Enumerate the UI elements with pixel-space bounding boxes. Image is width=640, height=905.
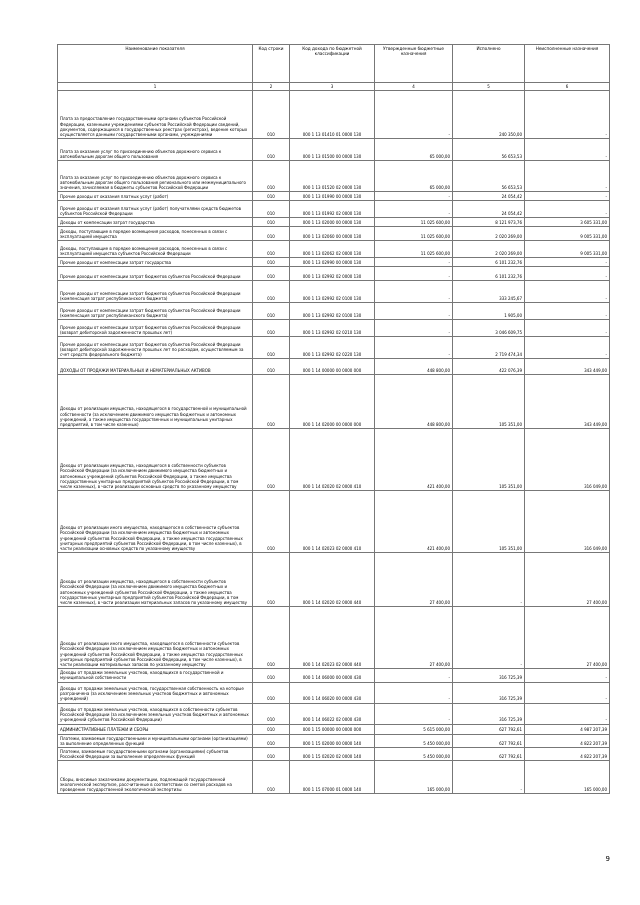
row-name: Платежи, взимаемые государственными и муниципальными органами (организациями) за выполнение определенных функций — [58, 734, 253, 747]
row-code: 010 — [253, 161, 290, 192]
row-code: 010 — [253, 734, 290, 747]
row-approved: 165 000,00 — [375, 761, 453, 794]
row-code: 010 — [253, 359, 290, 375]
table-row — [58, 320, 610, 337]
table-row — [58, 337, 610, 359]
table-row — [58, 703, 610, 724]
row-code: 010 — [253, 303, 290, 320]
row-classification: 000 1 14 02020 02 0000 410 — [290, 429, 375, 491]
row-code: 010 — [253, 258, 290, 267]
row-unexecuted: 343 449,00 — [525, 375, 610, 429]
row-name: Прочие доходы от оказания платных услуг (работ) — [58, 192, 253, 201]
row-name: Доходы от продажи земельных участков, государственная собственность на которые разграничена (за исключением земельных участков бюджетных и автономных учреждений) — [58, 682, 253, 703]
row-approved: - — [375, 267, 453, 281]
row-classification: 000 1 15 02020 02 0000 140 — [290, 747, 375, 760]
table-row — [58, 359, 610, 375]
row-approved: 11 025 600,00 — [375, 241, 453, 258]
header-approved: Утвержденные бюджетные назначения — [375, 45, 453, 83]
row-unexecuted: - — [525, 281, 610, 303]
row-code: 010 — [253, 607, 290, 669]
row-approved: - — [375, 303, 453, 320]
header-unexecuted: Неисполненные назначения — [525, 45, 610, 83]
row-executed: 2 719 474,34 — [453, 337, 525, 359]
row-approved: - — [375, 281, 453, 303]
row-name: Прочие доходы от компенсации затрат бюджетов субъектов Российской Федерации (компенсация затрат республиканского бюджета) — [58, 303, 253, 320]
row-executed: 6 101 232,76 — [453, 258, 525, 267]
row-name: Плата за оказание услуг по присоединению объектов дорожного сервиса к автомобильным дорогам общего пользования — [58, 139, 253, 161]
row-code: 010 — [253, 267, 290, 281]
row-name: Доходы от реализации имущества, находящегося в собственности субъектов Российской Федерации (за исключением движимого имущества бюджетных и автономных учреждений субъектов Российской Федерации, а также имущества государственных унитарных предприятий субъектов Российской Федерации, в том числе казенных), в части реализации материальных запасов по указанному имуществу — [58, 553, 253, 607]
row-unexecuted: 4 822 207,39 — [525, 747, 610, 760]
row-code: 010 — [253, 724, 290, 734]
table-row — [58, 303, 610, 320]
row-unexecuted: 316 049,00 — [525, 491, 610, 553]
row-name: Сборы, вносимые заказчиками документации, подлежащей государственной экологической экспертизе, рассчитанные в соответствии со сметой расходов на проведение государственной экологической экспертизы — [58, 761, 253, 794]
row-classification: 000 1 14 02023 02 0000 440 — [290, 607, 375, 669]
row-approved: 5 615 000,00 — [375, 724, 453, 734]
header-classification: Код дохода по бюджетной классификации — [290, 45, 375, 83]
row-approved: 11 025 600,00 — [375, 227, 453, 241]
row-classification: 000 1 14 06020 00 0000 430 — [290, 682, 375, 703]
row-approved: - — [375, 320, 453, 337]
table-row — [58, 161, 610, 192]
row-code: 010 — [253, 320, 290, 337]
row-code: 010 — [253, 192, 290, 201]
row-executed: 6 101 232,76 — [453, 267, 525, 281]
row-name: Прочие доходы от компенсации затрат бюджетов субъектов Российской Федерации (возврат дебиторской задолженности прошлых лет по расходам, осуществляемым за счет средств федерального бюджета) — [58, 337, 253, 359]
row-unexecuted: - — [525, 192, 610, 201]
row-executed: 8 121 973,76 — [453, 218, 525, 227]
row-code: 010 — [253, 747, 290, 760]
row-classification: 000 1 14 06000 00 0000 430 — [290, 669, 375, 682]
row-executed: - — [453, 761, 525, 794]
row-name: АДМИНИСТРАТИВНЫЕ ПЛАТЕЖИ И СБОРЫ — [58, 724, 253, 734]
table-row — [58, 281, 610, 303]
row-approved: 5 450 000,00 — [375, 747, 453, 760]
table-row — [58, 761, 610, 794]
row-name: Доходы от реализации иного имущества, находящегося в собственности субъектов Российской Федерации (за исключением имущества бюджетных и автономных учреждений субъектов Российской Федерации, а также имущества государственных унитарных предприятий субъектов Российской Федерации, в том числе казенных), в части реализации материальных запасов по указанному имуществу — [58, 607, 253, 669]
row-approved: 448 800,00 — [375, 375, 453, 429]
row-executed: 105 351,00 — [453, 429, 525, 491]
row-approved: 421 400,00 — [375, 429, 453, 491]
row-unexecuted: - — [525, 91, 610, 139]
row-name: Доходы от компенсации затрат государства — [58, 218, 253, 227]
row-name: Прочие доходы от компенсации затрат государства — [58, 258, 253, 267]
row-executed: 333 245,67 — [453, 281, 525, 303]
row-classification: 000 1 13 02992 02 0220 130 — [290, 337, 375, 359]
row-name: Плата за оказание услуг по присоединению объектов дорожного сервиса к автомобильным дорогам общего пользования регионального или межмуниципального значения, зачисляемая в бюджеты субъектов Российской Федерации — [58, 161, 253, 192]
row-executed: 3 046 609,75 — [453, 320, 525, 337]
row-approved: - — [375, 682, 453, 703]
row-executed: 2 020 269,00 — [453, 241, 525, 258]
row-executed: 56 653,53 — [453, 139, 525, 161]
row-classification: 000 1 13 02992 02 0100 130 — [290, 303, 375, 320]
row-code: 010 — [253, 139, 290, 161]
table-row — [58, 218, 610, 227]
row-classification: 000 1 15 07000 01 0000 140 — [290, 761, 375, 794]
row-executed: - — [453, 553, 525, 607]
table-row — [58, 553, 610, 607]
row-unexecuted: 165 000,00 — [525, 761, 610, 794]
row-executed: 2 020 269,00 — [453, 227, 525, 241]
table-row — [58, 139, 610, 161]
row-unexecuted: 343 449,00 — [525, 359, 610, 375]
row-classification: 000 1 14 02000 00 0000 000 — [290, 375, 375, 429]
row-executed: 56 653,53 — [453, 161, 525, 192]
row-approved: - — [375, 192, 453, 201]
row-unexecuted: - — [525, 201, 610, 218]
row-unexecuted: - — [525, 303, 610, 320]
row-approved: - — [375, 703, 453, 724]
table-row — [58, 258, 610, 267]
table-row — [58, 375, 610, 429]
row-approved: - — [375, 258, 453, 267]
column-number: 1 — [58, 83, 253, 91]
revenue-table — [57, 44, 610, 794]
row-classification: 000 1 13 02060 00 0000 130 — [290, 227, 375, 241]
row-classification: 000 1 15 02000 00 0000 140 — [290, 734, 375, 747]
column-number: 3 — [290, 83, 375, 91]
row-classification: 000 1 13 02000 00 0000 130 — [290, 218, 375, 227]
table-row — [58, 241, 610, 258]
row-code: 010 — [253, 337, 290, 359]
row-code: 010 — [253, 703, 290, 724]
row-classification: 000 1 14 00000 00 0000 000 — [290, 359, 375, 375]
table-row — [58, 227, 610, 241]
row-name: Прочие доходы от оказания платных услуг (работ) получателями средств бюджетов субъектов Российской Федерации — [58, 201, 253, 218]
row-name: Плата за предоставление государственными органами субъектов Российской Федерации, казенными учреждениями субъектов Российской Федерации сведений, документов, содержащихся в государственных реестрах (регистрах), ведение которых осуществляется данными государственными органами, учреждениями — [58, 91, 253, 139]
header-name: Наименование показателя — [58, 45, 253, 83]
row-executed: 422 076,39 — [453, 359, 525, 375]
row-name: Прочие доходы от компенсации затрат бюджетов субъектов Российской Федерации — [58, 267, 253, 281]
row-executed: 627 792,61 — [453, 747, 525, 760]
row-unexecuted: - — [525, 267, 610, 281]
row-unexecuted: - — [525, 703, 610, 724]
table-row — [58, 491, 610, 553]
row-unexecuted: - — [525, 320, 610, 337]
row-executed: 316 725,39 — [453, 669, 525, 682]
row-unexecuted: 316 049,00 — [525, 429, 610, 491]
row-classification: 000 1 14 06022 02 0000 430 — [290, 703, 375, 724]
row-code: 010 — [253, 375, 290, 429]
row-approved: - — [375, 337, 453, 359]
row-classification: 000 1 13 02990 00 0000 130 — [290, 258, 375, 267]
row-executed: 24 054,42 — [453, 201, 525, 218]
row-name: ДОХОДЫ ОТ ПРОДАЖИ МАТЕРИАЛЬНЫХ И НЕМАТЕРИАЛЬНЫХ АКТИВОВ — [58, 359, 253, 375]
page-number: 9 — [605, 855, 610, 863]
row-executed: 105 351,00 — [453, 375, 525, 429]
row-approved: - — [375, 669, 453, 682]
row-code: 010 — [253, 761, 290, 794]
row-code: 010 — [253, 682, 290, 703]
row-name: Доходы, поступающие в порядке возмещения расходов, понесенных в связи с эксплуатацией имущества — [58, 227, 253, 241]
row-executed: 627 792,61 — [453, 724, 525, 734]
row-unexecuted: - — [525, 682, 610, 703]
row-classification: 000 1 13 01992 02 0000 130 — [290, 201, 375, 218]
row-approved: 11 025 600,00 — [375, 218, 453, 227]
row-approved: 65 000,00 — [375, 139, 453, 161]
row-executed: 24 054,42 — [453, 192, 525, 201]
table-row — [58, 267, 610, 281]
row-code: 010 — [253, 218, 290, 227]
row-code: 010 — [253, 553, 290, 607]
row-code: 010 — [253, 227, 290, 241]
row-executed: 316 725,39 — [453, 703, 525, 724]
row-classification: 000 1 13 01500 00 0000 130 — [290, 139, 375, 161]
row-name: Доходы от реализации имущества, находящегося в собственности субъектов Российской Федерации (за исключением движимого имущества бюджетных и автономных учреждений субъектов Российской Федерации, а также имущества государственных унитарных предприятий субъектов Российской Федерации, в том числе казенных), в части реализации основных средств по указанному имуществу — [58, 429, 253, 491]
row-name: Прочие доходы от компенсации затрат бюджетов субъектов Российской Федерации (компенсация затрат республиканского бюджета) — [58, 281, 253, 303]
table-row — [58, 201, 610, 218]
column-number: 6 — [525, 83, 610, 91]
row-approved: - — [375, 201, 453, 218]
row-classification: 000 1 13 02992 02 0000 130 — [290, 267, 375, 281]
row-executed: 627 792,61 — [453, 734, 525, 747]
row-name: Платежи, взимаемые государственными органами (организациями) субъектов Российской Федерации за выполнение определенных функций — [58, 747, 253, 760]
row-name: Доходы от реализации имущества, находящегося в государственной и муниципальной собственности (за исключением движимого имущества бюджетных и автономных учреждений, а также имущества государственных и муниципальных унитарных предприятий, в том числе казенных) — [58, 375, 253, 429]
table-row — [58, 607, 610, 669]
row-unexecuted: - — [525, 161, 610, 192]
row-code: 010 — [253, 91, 290, 139]
row-approved: 5 450 000,00 — [375, 734, 453, 747]
row-unexecuted: - — [525, 669, 610, 682]
row-unexecuted: - — [525, 258, 610, 267]
row-classification: 000 1 13 02992 02 0210 130 — [290, 320, 375, 337]
row-approved: 65 000,00 — [375, 161, 453, 192]
row-executed: 1 905,00 — [453, 303, 525, 320]
row-code: 010 — [253, 669, 290, 682]
row-code: 010 — [253, 241, 290, 258]
row-approved: 448 800,00 — [375, 359, 453, 375]
row-executed: - — [453, 607, 525, 669]
table-row — [58, 734, 610, 747]
row-unexecuted: 4 987 207,39 — [525, 724, 610, 734]
row-unexecuted: 27 400,00 — [525, 553, 610, 607]
row-approved: 27 400,00 — [375, 553, 453, 607]
row-unexecuted: 9 005 331,00 — [525, 227, 610, 241]
row-unexecuted: 9 005 331,00 — [525, 241, 610, 258]
row-executed: 240 350,00 — [453, 91, 525, 139]
row-unexecuted: 3 605 331,00 — [525, 218, 610, 227]
row-classification: 000 1 13 01410 01 0000 130 — [290, 91, 375, 139]
row-unexecuted: 4 822 207,39 — [525, 734, 610, 747]
row-code: 010 — [253, 491, 290, 553]
row-classification: 000 1 13 01520 02 0000 130 — [290, 161, 375, 192]
row-classification: 000 1 13 02992 02 0100 130 — [290, 281, 375, 303]
column-number: 5 — [453, 83, 525, 91]
table-row — [58, 192, 610, 201]
table-row — [58, 747, 610, 760]
row-name: Прочие доходы от компенсации затрат бюджетов субъектов Российской Федерации (возврат дебиторской задолженности прошлых лет) — [58, 320, 253, 337]
table-row — [58, 669, 610, 682]
table-row — [58, 91, 610, 139]
row-unexecuted: - — [525, 139, 610, 161]
row-code: 010 — [253, 201, 290, 218]
column-number: 4 — [375, 83, 453, 91]
row-approved: 27 400,00 — [375, 607, 453, 669]
row-name: Доходы от продажи земельных участков, находящихся в государственной и муниципальной собственности — [58, 669, 253, 682]
row-name: Доходы от реализации иного имущества, находящегося в собственности субъектов Российской Федерации (за исключением имущества бюджетных и автономных учреждений субъектов Российской Федерации, а также имущества государственных унитарных предприятий субъектов Российской Федерации, в том числе казенных), в части реализации основных средств по указанному имуществу — [58, 491, 253, 553]
header-executed: Исполнено — [453, 45, 525, 83]
row-name: Доходы, поступающие в порядке возмещения расходов, понесенных в связи с эксплуатацией имущества субъектов Российской Федерации — [58, 241, 253, 258]
row-classification: 000 1 15 00000 00 0000 000 — [290, 724, 375, 734]
row-unexecuted: 27 400,00 — [525, 607, 610, 669]
header-code: Код строки — [253, 45, 290, 83]
table-row — [58, 429, 610, 491]
row-classification: 000 1 13 02062 02 0000 130 — [290, 241, 375, 258]
row-unexecuted: - — [525, 337, 610, 359]
row-approved: 421 400,00 — [375, 491, 453, 553]
row-executed: 316 725,39 — [453, 682, 525, 703]
row-code: 010 — [253, 281, 290, 303]
row-approved: - — [375, 91, 453, 139]
table-row — [58, 682, 610, 703]
row-classification: 000 1 14 02023 02 0000 410 — [290, 491, 375, 553]
row-classification: 000 1 14 02020 02 0000 440 — [290, 553, 375, 607]
row-executed: 105 351,00 — [453, 491, 525, 553]
row-classification: 000 1 13 01990 00 0000 130 — [290, 192, 375, 201]
row-code: 010 — [253, 429, 290, 491]
column-number: 2 — [253, 83, 290, 91]
table-row — [58, 724, 610, 734]
row-name: Доходы от продажи земельных участков, находящихся в собственности субъектов Российской Федерации (за исключением земельных участков бюджетных и автономных учреждений субъектов Российской Федерации) — [58, 703, 253, 724]
